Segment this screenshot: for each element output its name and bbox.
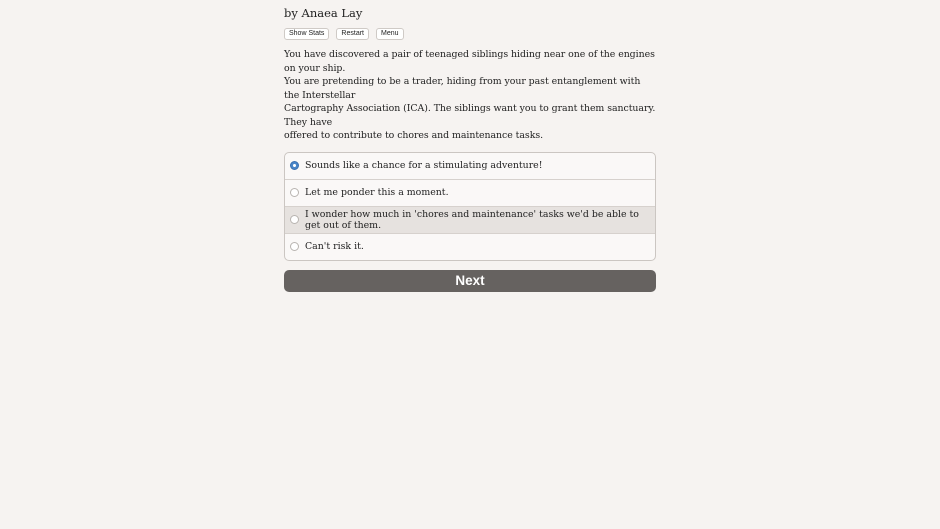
menu-button[interactable]: Menu	[376, 28, 404, 40]
restart-button[interactable]: Restart	[336, 28, 369, 40]
choice-label: Can't risk it.	[305, 241, 364, 252]
radio-unselected-icon[interactable]	[290, 242, 299, 251]
story-line: offered to contribute to chores and maintenance tasks.	[284, 130, 544, 141]
story-line: You have discovered a pair of teenaged siblings hiding near one of the engines on your ship.	[284, 49, 655, 74]
choice-label: I wonder how much in 'chores and maintenance' tasks we'd be able to get out of them.	[305, 208, 639, 231]
story-line: You are pretending to be a trader, hiding from your past entanglement with the Interstellar	[284, 76, 641, 101]
choice-list	[284, 152, 656, 261]
choice-label: Sounds like a chance for a stimulating adventure!	[305, 160, 543, 171]
choice-label: Let me ponder this a moment.	[305, 187, 449, 198]
story-line: Cartography Association (ICA). The siblings want you to grant them sanctuary. They have	[284, 103, 656, 128]
radio-unselected-icon[interactable]	[290, 188, 299, 197]
game-content	[284, 0, 656, 292]
story-text	[284, 48, 656, 143]
choice-option-ponder[interactable]	[285, 180, 655, 207]
choice-option-cant-risk[interactable]	[285, 234, 655, 260]
author-byline: by Anaea Lay	[284, 6, 363, 20]
show-stats-button[interactable]: Show Stats	[284, 28, 329, 40]
radio-selected-icon[interactable]	[290, 161, 299, 170]
radio-unselected-icon[interactable]	[290, 215, 299, 224]
next-button[interactable]: Next	[284, 270, 656, 292]
choice-option-chores[interactable]	[285, 207, 655, 234]
toolbar	[284, 28, 656, 40]
choice-option-adventure[interactable]	[285, 153, 655, 180]
